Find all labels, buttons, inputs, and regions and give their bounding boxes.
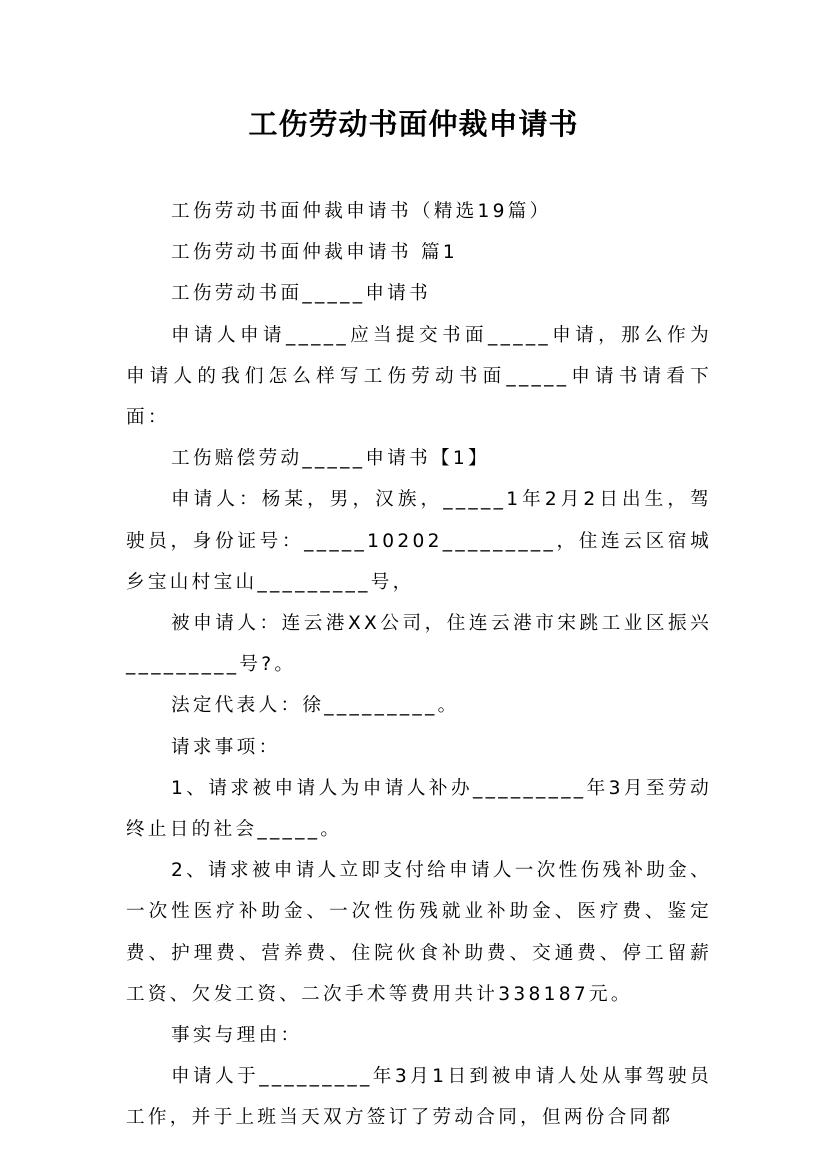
paragraph-section-heading: 工伤劳动书面仲裁申请书 篇1 <box>171 242 459 264</box>
paragraph-facts-body: 申请人于_________年3月1日到被申请人处从事驾驶员工作，并于上班当天双方签订了劳动合同，但两份合同都 <box>126 1066 712 1129</box>
paragraph-form-title: 工伤劳动书面_____申请书 <box>171 283 432 305</box>
document-title: 工伤劳动书面仲裁申请书 <box>248 107 579 141</box>
paragraph-respondent: 被申请人：连云港XX公司，住连云港市宋跳工业区振兴_________号?。 <box>126 613 712 676</box>
paragraph-subtitle: 工伤劳动书面仲裁申请书（精选19篇） <box>171 201 552 222</box>
paragraph-example-heading: 工伤赔偿劳动_____申请书【1】 <box>171 448 490 470</box>
paragraph-claim-1: 1、请求被申请人为申请人补办_________年3月至劳动终止日的社会_____。 <box>126 777 712 841</box>
paragraph-facts-heading: 事实与理由： <box>171 1025 303 1047</box>
paragraph-applicant: 申请人：杨某，男，汉族，_____1年2月2日出生，驾驶员，身份证号：_____10202_________，住连云区宿城乡宝山村宝山_________号， <box>126 489 712 593</box>
paragraph-intro: 申请人申请_____应当提交书面_____申请，那么作为申请人的我们怎么样写工伤劳动书面_____申请书请看下面： <box>126 324 712 429</box>
paragraph-legal-representative: 法定代表人：徐_________。 <box>171 695 460 717</box>
paragraph-claim-2: 2、请求被申请人立即支付给申请人一次性伤残补助金、一次性医疗补助金、一次性伤残就业补助金、医疗费、鉴定费、护理费、营养费、住院伙食补助费、交通费、停工留薪工资、欠发工资、二次手术等费用共计338187元。 <box>126 860 712 1005</box>
paragraph-claims-heading: 请求事项： <box>171 736 281 758</box>
document-body <box>126 191 712 1139</box>
